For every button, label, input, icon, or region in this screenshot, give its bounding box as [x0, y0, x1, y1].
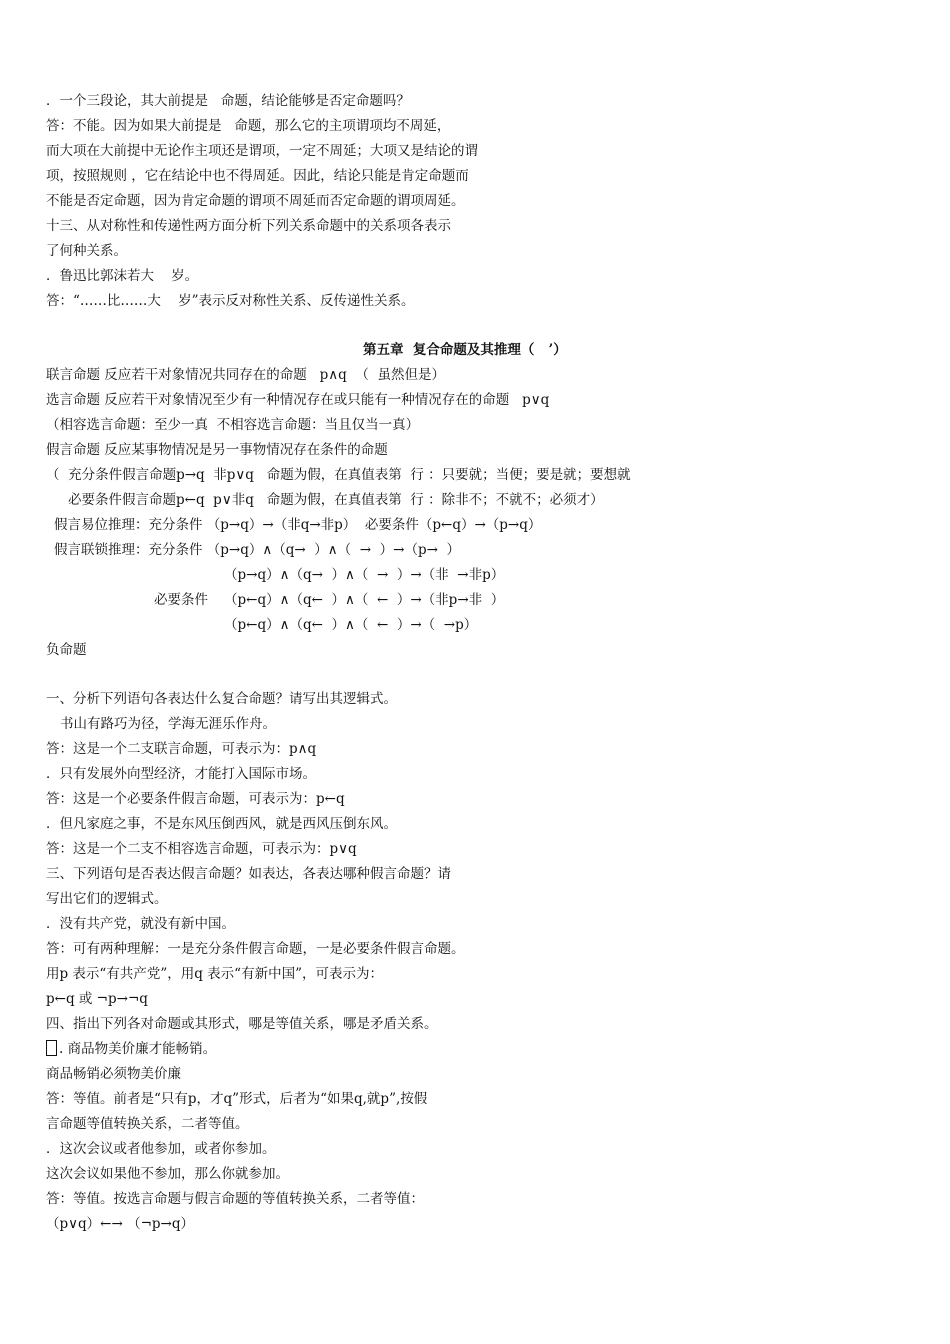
- text-line: 商品畅销必须物美价廉: [46, 1066, 181, 1082]
- text-line: （p←q）∧（q← ）∧（ ← ）→（ →p）: [224, 617, 478, 633]
- text-line: （p→q）∧（q→ ）∧（ → ）→（非 →非p）: [224, 567, 505, 583]
- text-line: 答：等值。前者是“只有p，才q”形式，后者为“如果q,就p”,按假: [46, 1091, 428, 1107]
- text-line: 答：等值。按选言命题与假言命题的等值转换关系，二者等值：: [46, 1191, 424, 1207]
- text-line: 答：不能。因为如果大前提是 命题，那么它的主项谓项均不周延，: [46, 118, 451, 134]
- text-line: ．鲁迅比郭沫若大 岁。: [46, 268, 199, 284]
- text-line: 必要条件: [154, 592, 208, 608]
- text-line: 负命题: [46, 642, 87, 658]
- text-line: 假言联锁推理：充分条件 （p→q）∧（q→ ）∧（ → ）→（p→ ）: [54, 542, 461, 558]
- section-heading: 一、分析下列语句各表达什么复合命题？请写出其逻辑式。: [46, 691, 397, 707]
- text-line: ．一个三段论，其大前提是 命题，结论能够是否定命题吗？: [46, 93, 410, 109]
- section-heading: 三、下列语句是否表达假言命题？如表达，各表达哪种假言命题？请: [46, 866, 451, 882]
- text-line: 不能是否定命题，因为肯定命题的谓项不周延而否定命题的谓项周延。: [46, 193, 465, 209]
- text-line: 项，按照规则 ，它在结论中也不得周延。因此，结论只能是肯定命题而: [46, 168, 469, 184]
- section-heading: 十三、从对称性和传递性两方面分析下列关系命题中的关系项各表示: [46, 218, 451, 234]
- missing-glyph-box: [46, 1040, 57, 1056]
- text-line: 联言命题 反应若干对象情况共同存在的命题 p∧q （ 虽然但是）: [46, 367, 445, 383]
- text-line: 了何种关系。: [46, 243, 127, 259]
- text-line: 答：“……比……大 岁”表示反对称性关系、反传递性关系。: [46, 293, 415, 309]
- text-line: 必要条件假言命题p←q p∨非q 命题为假，在真值表第 行 ：除非不；不就不；必须才）: [68, 492, 604, 508]
- chapter-title: 第五章 复合命题及其推理（ ’）: [363, 342, 567, 358]
- text-line: 而大项在大前提中无论作主项还是谓项，一定不周延；大项又是结论的谓: [46, 143, 478, 159]
- text-line: （p←q）∧（q← ）∧（ ← ）→（非p→非 ）: [224, 592, 505, 608]
- text-line: 这次会议如果他不参加，那么你就参加。: [46, 1166, 289, 1182]
- text-line: 答：这是一个二支联言命题，可表示为：p∧q: [46, 741, 317, 757]
- text-line: ．只有发展外向型经济，才能打入国际市场。: [46, 766, 316, 782]
- text-line: 答：这是一个必要条件假言命题，可表示为：p←q: [46, 791, 345, 807]
- text-line: （ 充分条件假言命题p→q 非p∨q 命题为假，在真值表第 行 ：只要就；当便；要是就；要想就: [46, 467, 631, 483]
- formula-line: （p∨q）←→ （¬p→q）: [46, 1216, 194, 1232]
- section-heading: 四、指出下列各对命题或其形式，哪是等值关系，哪是矛盾关系。: [46, 1016, 438, 1032]
- text-line: 答：这是一个二支不相容选言命题，可表示为：p∨q: [46, 841, 357, 857]
- text-line: ．没有共产党，就没有新中国。: [46, 916, 235, 932]
- formula-line: p←q 或 ¬p→¬q: [46, 991, 148, 1007]
- text-line: 假言易位推理：充分条件 （p→q）→（非q→非p） 必要条件（p←q）→（p→q）: [54, 517, 542, 533]
- text-line: ．但凡家庭之事，不是东风压倒西风，就是西风压倒东风。: [46, 816, 397, 832]
- text-line: 答：可有两种理解：一是充分条件假言命题，一是必要条件假言命题。: [46, 941, 465, 957]
- text-line: （相容选言命题：至少一真 不相容选言命题：当且仅当一真）: [46, 417, 420, 433]
- text-line: ．这次会议或者他参加，或者你参加。: [46, 1141, 276, 1157]
- text-line: 言命题等值转换关系，二者等值。: [46, 1116, 249, 1132]
- text-line: 写出它们的逻辑式。: [46, 891, 168, 907]
- text-line: 假言命题 反应某事物情况是另一事物情况存在条件的命题: [46, 442, 388, 458]
- text-line: 选言命题 反应若干对象情况至少有一种情况存在或只能有一种情况存在的命题 p∨q: [46, 392, 550, 408]
- text-line: 用p 表示“有共产党”，用q 表示“有新中国”，可表示为：: [46, 966, 383, 982]
- text-line: . 商品物美价廉才能畅销。: [46, 1040, 216, 1058]
- text-line: 书山有路巧为径，学海无涯乐作舟。: [60, 716, 276, 732]
